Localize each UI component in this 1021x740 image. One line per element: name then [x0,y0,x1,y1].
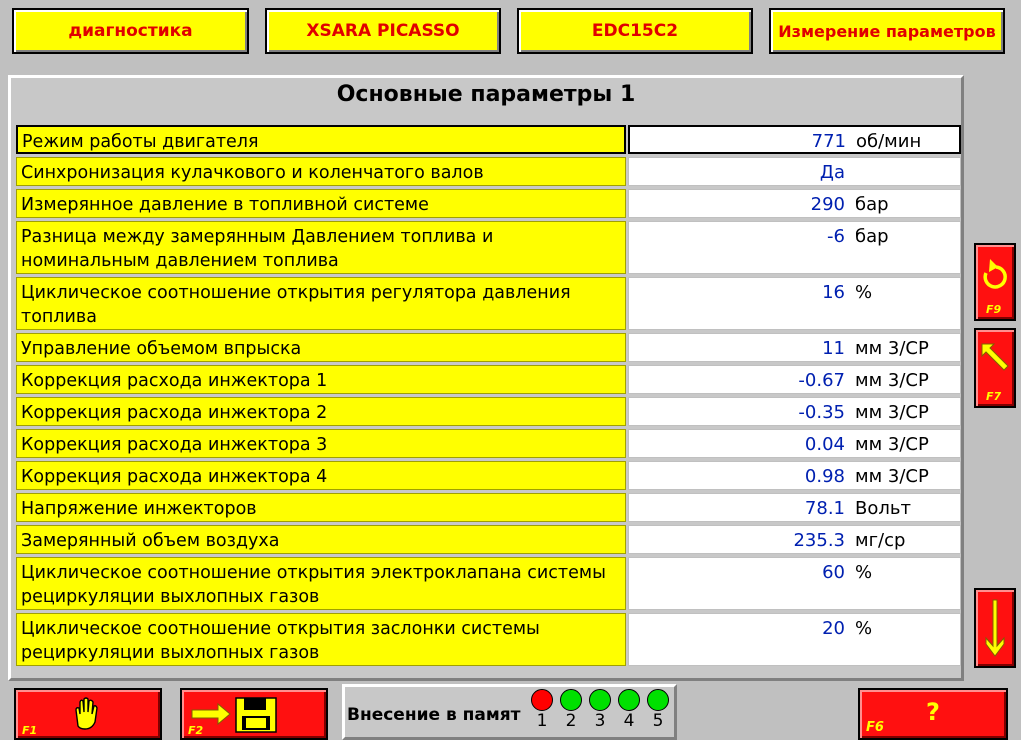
panel-title: Основные параметры 1 [336,82,636,107]
memory-record-panel [342,684,677,740]
table-row[interactable] [16,277,961,330]
param-unit: бар [855,194,889,215]
table-row[interactable] [16,429,961,458]
f1-key-label: F1 [22,724,38,737]
table-row[interactable] [16,525,961,554]
param-label: Циклическое соотношение открытия регулятора давления топлива [16,277,626,330]
param-value: 20 [822,618,845,639]
param-label: Замерянный объем воздуха [16,525,626,554]
save-button[interactable] [180,688,328,740]
param-label: Коррекция расхода инжектора 1 [16,365,626,394]
param-value: -6 [827,226,845,247]
param-unit: мг/ср [855,530,906,551]
param-label: Коррекция расхода инжектора 3 [16,429,626,458]
param-value-cell [628,525,961,554]
param-value: 0.98 [804,466,845,487]
f2-key-label: F2 [188,724,204,737]
param-label: Напряжение инжекторов [16,493,626,522]
table-row[interactable] [16,461,961,490]
table-row[interactable] [16,125,961,154]
param-unit: Вольт [855,498,911,519]
memory-led [647,689,669,711]
tab-vehicle-model[interactable]: XSARA PICASSO [265,8,501,54]
param-label: Циклическое соотношение открытия заслонки системы рециркуляции выхлопных газов [16,613,626,666]
param-label: Разница между замерянным Давлением топлива и номинальным давлением топлива [16,221,626,274]
param-value-cell [628,613,961,666]
param-value-cell [628,221,961,274]
param-value-cell [628,365,961,394]
param-label: Коррекция расхода инжектора 4 [16,461,626,490]
param-unit: % [855,282,873,303]
param-value-cell [628,397,961,426]
back-button[interactable] [974,328,1016,408]
param-unit: мм 3/СР [855,434,929,455]
table-row[interactable] [16,397,961,426]
param-unit: бар [855,226,889,247]
table-row[interactable] [16,189,961,218]
param-value: 78.1 [804,498,845,519]
param-unit: % [855,618,873,639]
table-row[interactable] [16,221,961,274]
param-label: Циклическое соотношение открытия электроклапана системы рециркуляции выхлопных газов [16,557,626,610]
memory-led [589,689,611,711]
param-label: Режим работы двигателя [16,125,626,154]
memory-led [531,689,553,711]
param-value: -0.35 [798,402,845,423]
param-unit: мм 3/СР [855,338,929,359]
memory-led [560,689,582,711]
param-value-cell [628,461,961,490]
hand-icon [68,696,108,732]
table-row[interactable] [16,613,961,666]
param-value: 290 [810,194,845,215]
memory-slot-2[interactable] [560,689,582,731]
param-value-cell [628,557,961,610]
help-icon: ? [926,698,940,726]
hold-button[interactable] [14,688,162,740]
param-value: Да [819,162,845,183]
param-value-cell [628,429,961,458]
table-row[interactable] [16,365,961,394]
param-label: Синхронизация кулачкового и коленчатого валов [16,157,626,186]
refresh-button[interactable] [974,243,1016,321]
memory-slot-5[interactable] [647,689,669,731]
param-unit: мм 3/СР [855,466,929,487]
memory-label: Внесение в памят [347,705,521,725]
tab-ecu[interactable]: EDC15C2 [517,8,753,54]
table-row[interactable] [16,493,961,522]
memory-slot-3[interactable] [589,689,611,731]
memory-slot-number: 2 [565,711,577,731]
memory-slot-number: 4 [623,711,635,731]
table-row[interactable] [16,557,961,610]
param-value-cell [628,157,961,186]
param-value: 771 [811,131,846,152]
memory-slot-number: 3 [594,711,606,731]
f9-key-label: F9 [986,303,1002,316]
memory-led [618,689,640,711]
param-value-cell [628,277,961,330]
tab-parameter-measurement[interactable]: Измерение параметров [769,8,1005,54]
param-unit: мм 3/СР [855,370,929,391]
param-value: 235.3 [793,530,845,551]
param-unit: мм 3/СР [855,402,929,423]
param-label: Измерянное давление в топливной системе [16,189,626,218]
f6-key-label: F6 [866,720,884,735]
parameters-panel [8,75,964,681]
param-unit: % [855,562,873,583]
memory-slot-number: 5 [652,711,664,731]
param-value-cell [628,333,961,362]
param-value-cell [628,493,961,522]
parameters-table [16,125,961,669]
param-value: -0.67 [798,370,845,391]
param-unit: об/мин [856,131,922,152]
param-value: 60 [822,562,845,583]
floppy-arrow-icon [190,694,290,734]
param-value: 16 [822,282,845,303]
param-label: Управление объемом впрыска [16,333,626,362]
down-arrow-icon [976,590,1014,666]
tab-diagnostics[interactable]: диагностика [12,8,249,54]
help-button[interactable] [858,688,1008,740]
param-value: 11 [822,338,845,359]
memory-slot-4[interactable] [618,689,640,731]
memory-slot-1[interactable] [531,689,553,731]
param-label: Коррекция расхода инжектора 2 [16,397,626,426]
param-value-cell [628,189,961,218]
scroll-down-button[interactable] [974,588,1016,668]
memory-slot-number: 1 [536,711,548,731]
param-value: 0.04 [804,434,845,455]
param-value-cell [628,125,961,154]
table-row[interactable] [16,333,961,362]
f7-key-label: F7 [986,390,1002,403]
table-row[interactable] [16,157,961,186]
